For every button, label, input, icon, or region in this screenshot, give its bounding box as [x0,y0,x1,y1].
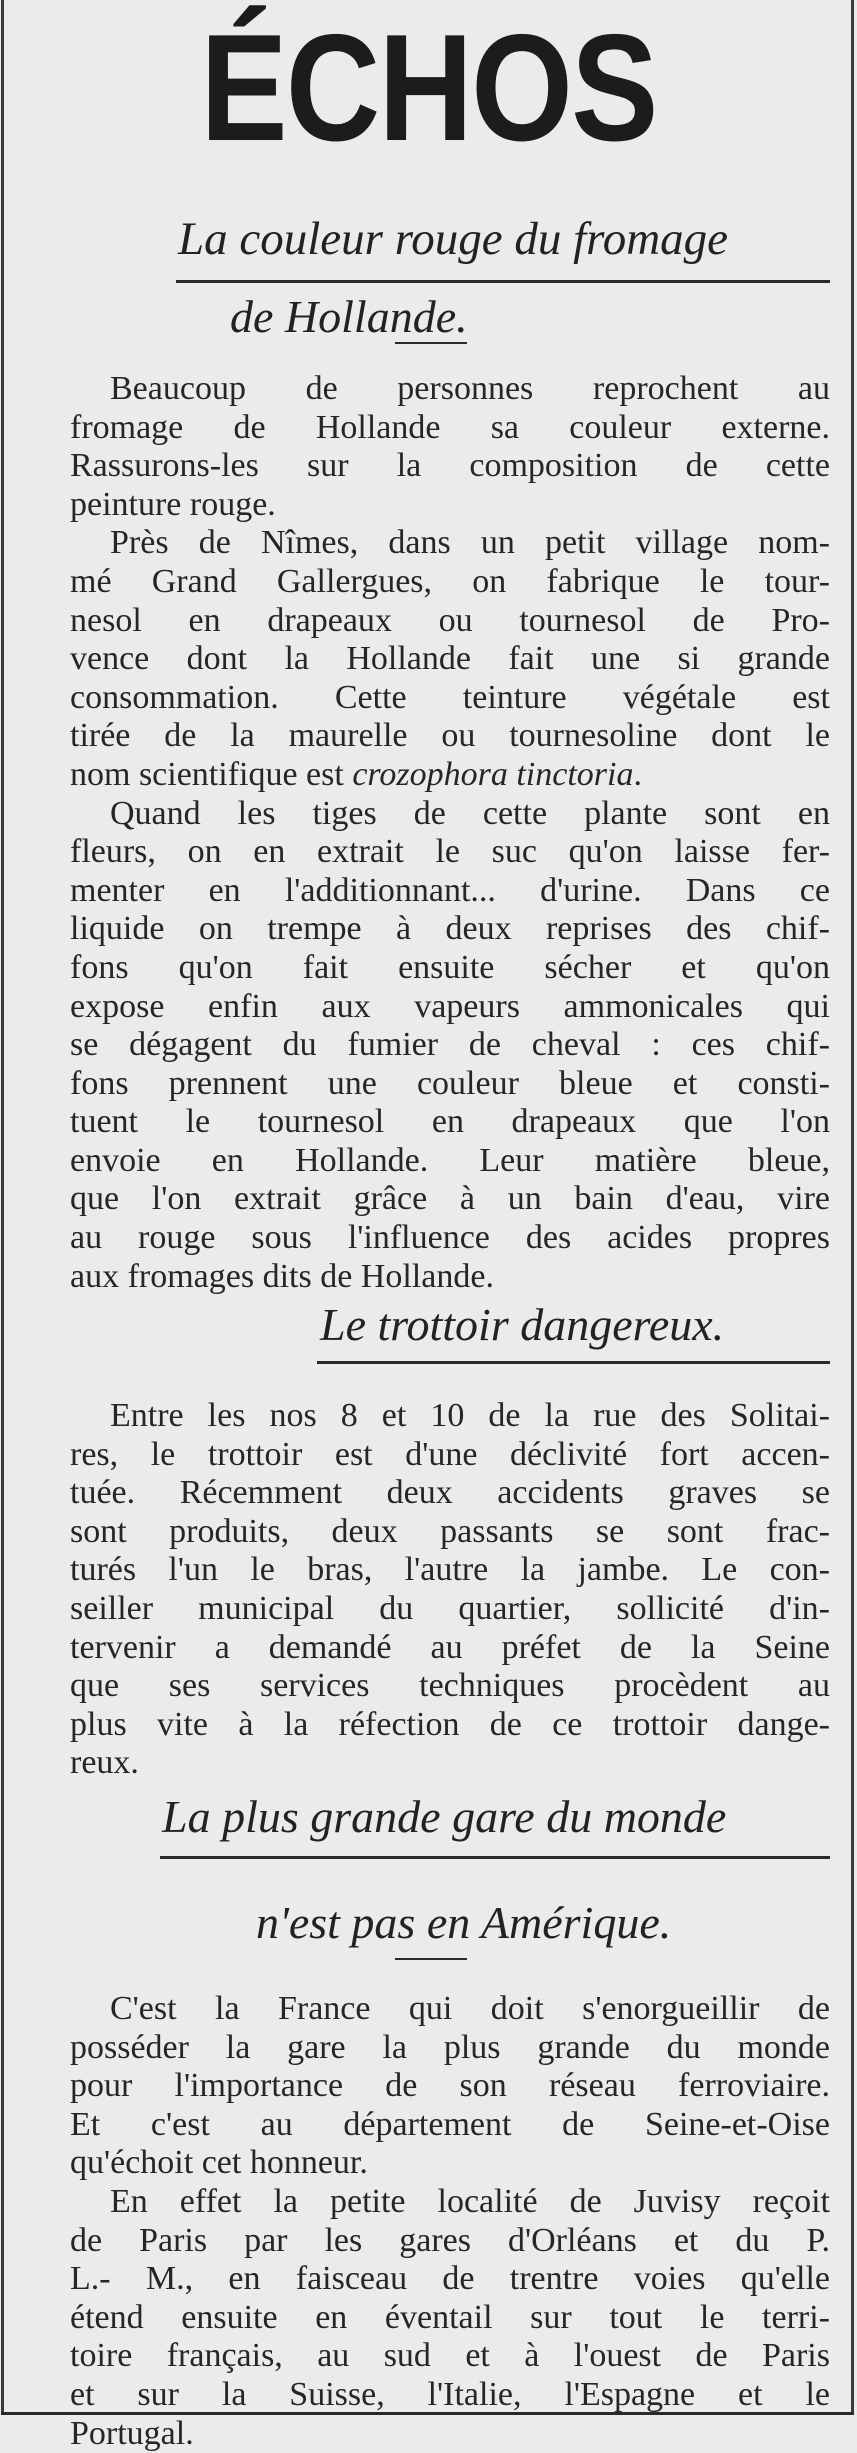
text-line: fromage de Hollande sa couleur externe. [70,408,830,446]
text-line: nesol en drapeaux ou tournesol de Pro- [70,601,830,639]
article-heading: La couleur rouge du fromage [178,213,729,265]
text-line: envoie en Hollande. Leur matière bleue, [70,1141,830,1179]
text-line: nom scientifique est crozophora tinctoria. [70,755,642,793]
article-heading: Le trottoir dangereux. [320,1299,725,1350]
text-line: Portugal. [70,2414,194,2452]
text-line: Près de Nîmes, dans un petit village nom- [110,524,830,562]
text-line: plus vite à la réfection de ce trottoir dange- [70,1705,830,1743]
text-line: Et c'est au département de Seine-et-Oise [70,2105,830,2143]
text-line: mé Grand Gallergues, on fabrique le tour- [70,562,830,600]
text-line: consommation. Cette teinture végétale est [70,678,830,716]
text-line: fons qu'on fait ensuite sécher et qu'on [70,948,830,986]
left-column-rule [1,0,4,2414]
heading-underline [395,342,467,344]
text-line: turés l'un le bras, l'autre la jambe. Le con- [70,1551,830,1589]
text-line: étend ensuite en éventail sur tout le terri- [70,2298,830,2336]
text-line: Quand les tiges de cette plante sont en [110,794,830,832]
article-body [70,370,830,1296]
text-line: res, le trottoir est d'une déclivité fort accen- [70,1435,830,1473]
text-line: liquide on trempe à deux reprises des chif- [70,910,830,948]
text-line: pour l'importance de son réseau ferroviaire. [70,2067,830,2105]
section-title: ÉCHOS [200,3,657,173]
text-line: fleurs, on en extrait le suc qu'on laisse fer- [70,833,830,871]
right-column-rule [851,0,854,2414]
text-line: sont produits, deux passants se sont frac- [70,1512,830,1550]
text-line: seiller municipal du quartier, sollicité d'in- [70,1589,830,1627]
text-line: de Paris par les gares d'Orléans et du P. [70,2221,830,2259]
text-line: En effet la petite localité de Juvisy reçoit [110,2182,830,2220]
text-line: et sur la Suisse, l'Italie, l'Espagne et le [70,2375,830,2413]
text-line: posséder la gare la plus grande du monde [70,2028,830,2066]
heading-underline [176,280,830,283]
text-line: expose enfin aux vapeurs ammonicales qui [70,987,830,1025]
heading-underline [160,1856,830,1859]
text-line: tirée de la maurelle ou tournesoline dont le [70,717,830,755]
heading-underline [317,1361,830,1364]
text-line: C'est la France qui doit s'enorgueillir de [110,1990,830,2027]
text-line: tuée. Récemment deux accidents graves se [70,1474,830,1512]
scientific-name: crozophora tinctoria [352,755,634,793]
article-heading: de Hollande. [230,291,468,342]
text-line: au rouge sous l'influence des acides propres [70,1219,830,1257]
text-line: se dégagent du fumier de cheval : ces chif- [70,1026,830,1064]
text-line: L.- M., en faisceau de trentre voies qu'elle [70,2260,830,2298]
text-line: Entre les nos 8 et 10 de la rue des Solitai- [110,1397,830,1434]
text-line: aux fromages dits de Hollande. [70,1257,494,1295]
text-line: reux. [70,1744,139,1782]
article-heading: n'est pas en Amérique. [256,1897,672,1948]
text-line: toire français, au sud et à l'ouest de Paris [70,2337,830,2375]
text-line: vence dont la Hollande fait une si grande [70,640,830,678]
text-line: que ses services techniques procèdent au [70,1667,830,1705]
text-line: Rassurons-les sur la composition de cette [70,447,830,485]
text-line: peinture rouge. [70,485,276,523]
text-line: qu'échoit cet honneur. [70,2144,368,2182]
text-line: menter en l'additionnant... d'urine. Dans ce [70,871,830,909]
article-body [70,1397,830,1783]
heading-underline [395,1958,467,1960]
text-line: fons prennent une couleur bleue et consti- [70,1064,830,1102]
article-body [70,1990,830,2453]
text-line: que l'on extrait grâce à un bain d'eau, vire [70,1180,830,1218]
text-line: tuent le tournesol en drapeaux que l'on [70,1103,830,1141]
text-line: tervenir a demandé au préfet de la Seine [70,1628,830,1666]
text-line: Beaucoup de personnes reprochent au [110,370,830,407]
article-heading: La plus grande gare du monde [162,1791,727,1842]
